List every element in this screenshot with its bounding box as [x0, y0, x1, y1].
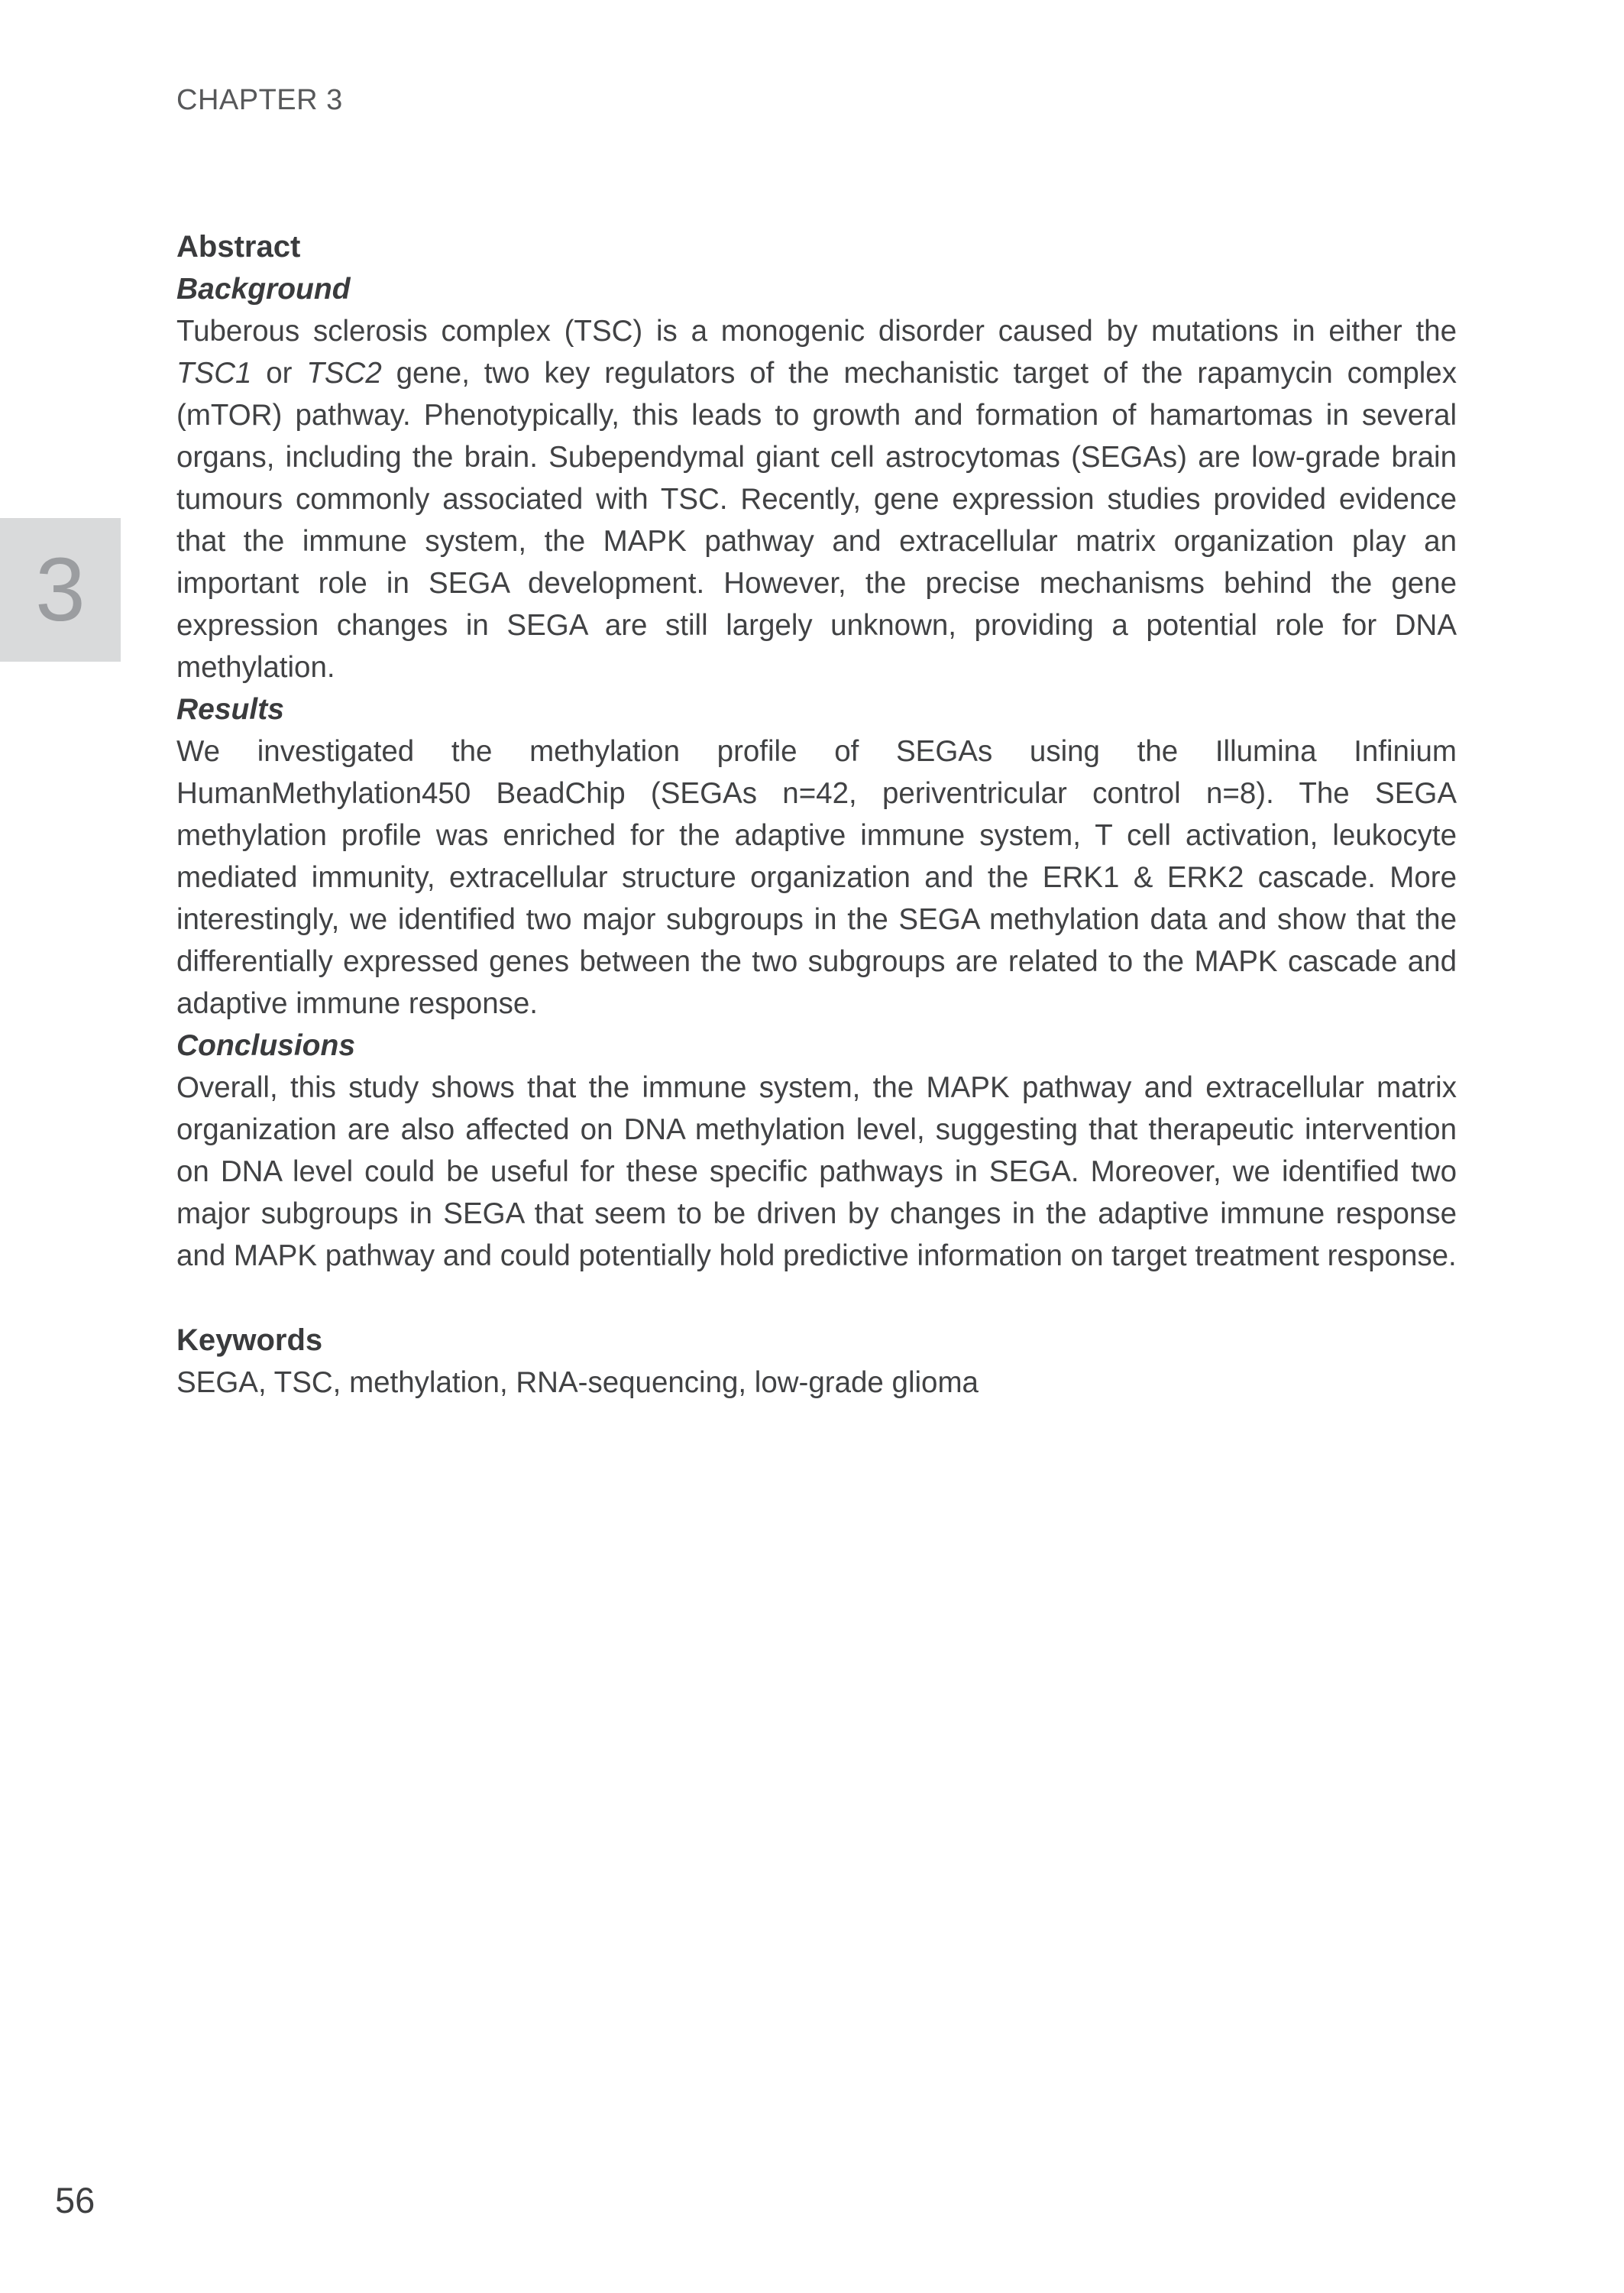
- conclusions-paragraph: Overall, this study shows that the immune system, the MAPK pathway and extracellular matrix organization are also affected on DNA methylation level, suggesting that therapeutic intervention on DNA level could be useful for these specific pathways in SEGA. Moreover, we identified two major subgroups in SEGA that seem to be driven by changes in the adaptive immune response and MAPK pathway and could potentially hold predictive information on target treatment response.: [176, 1071, 1457, 1272]
- chapter-side-tab: [0, 518, 121, 662]
- keywords-list: SEGA, TSC, methylation, RNA-sequencing, low-grade glioma: [176, 1366, 979, 1399]
- abstract-heading: Abstract: [176, 230, 301, 264]
- background-run-0: Tuberous sclerosis complex (TSC) is a monogenic disorder caused by mutations in either the: [176, 315, 1457, 348]
- background-heading: Background: [176, 273, 351, 306]
- gene-name-tsc2: TSC2: [306, 357, 382, 390]
- results-heading: Results: [176, 693, 284, 726]
- background-run-2: or: [251, 357, 307, 390]
- background-paragraph: [176, 310, 1457, 688]
- keywords-heading: Keywords: [176, 1323, 323, 1357]
- page-number: 56: [55, 2180, 95, 2220]
- background-run-4: gene, two key regulators of the mechanistic target of the rapamycin complex (mTOR) pathway. Phenotypically, this leads to growth and formation of hamartomas in several organs, including the brain. Subependymal giant cell astrocytomas (SEGAs) are low-grade brain tumours commonly associated with TSC. Recently, gene expression studies provided evidence that the immune system, the MAPK pathway and extracellular matrix organization play an important role in SEGA development. However, the precise mechanisms behind the gene expression changes in SEGA are still largely unknown, providing a potential role for DNA methylation.: [176, 357, 1457, 684]
- chapter-side-tab-number: 3: [35, 539, 86, 640]
- results-paragraph: We investigated the methylation profile of SEGAs using the Illumina Infinium HumanMethylation450 BeadChip (SEGAs n=42, periventricular control n=8). The SEGA methylation profile was enriched for the adaptive immune system, T cell activation, leukocyte mediated immunity, extracellular structure organization and the ERK1 & ERK2 cascade. More interestingly, we identified two major subgroups in the SEGA methylation data and show that the differentially expressed genes between the two subgroups are related to the MAPK cascade and adaptive immune response.: [176, 735, 1457, 1020]
- conclusions-heading: Conclusions: [176, 1029, 356, 1062]
- abstract-content: [176, 226, 1457, 1404]
- gene-name-tsc1: TSC1: [176, 357, 252, 390]
- chapter-header: CHAPTER 3: [176, 84, 343, 116]
